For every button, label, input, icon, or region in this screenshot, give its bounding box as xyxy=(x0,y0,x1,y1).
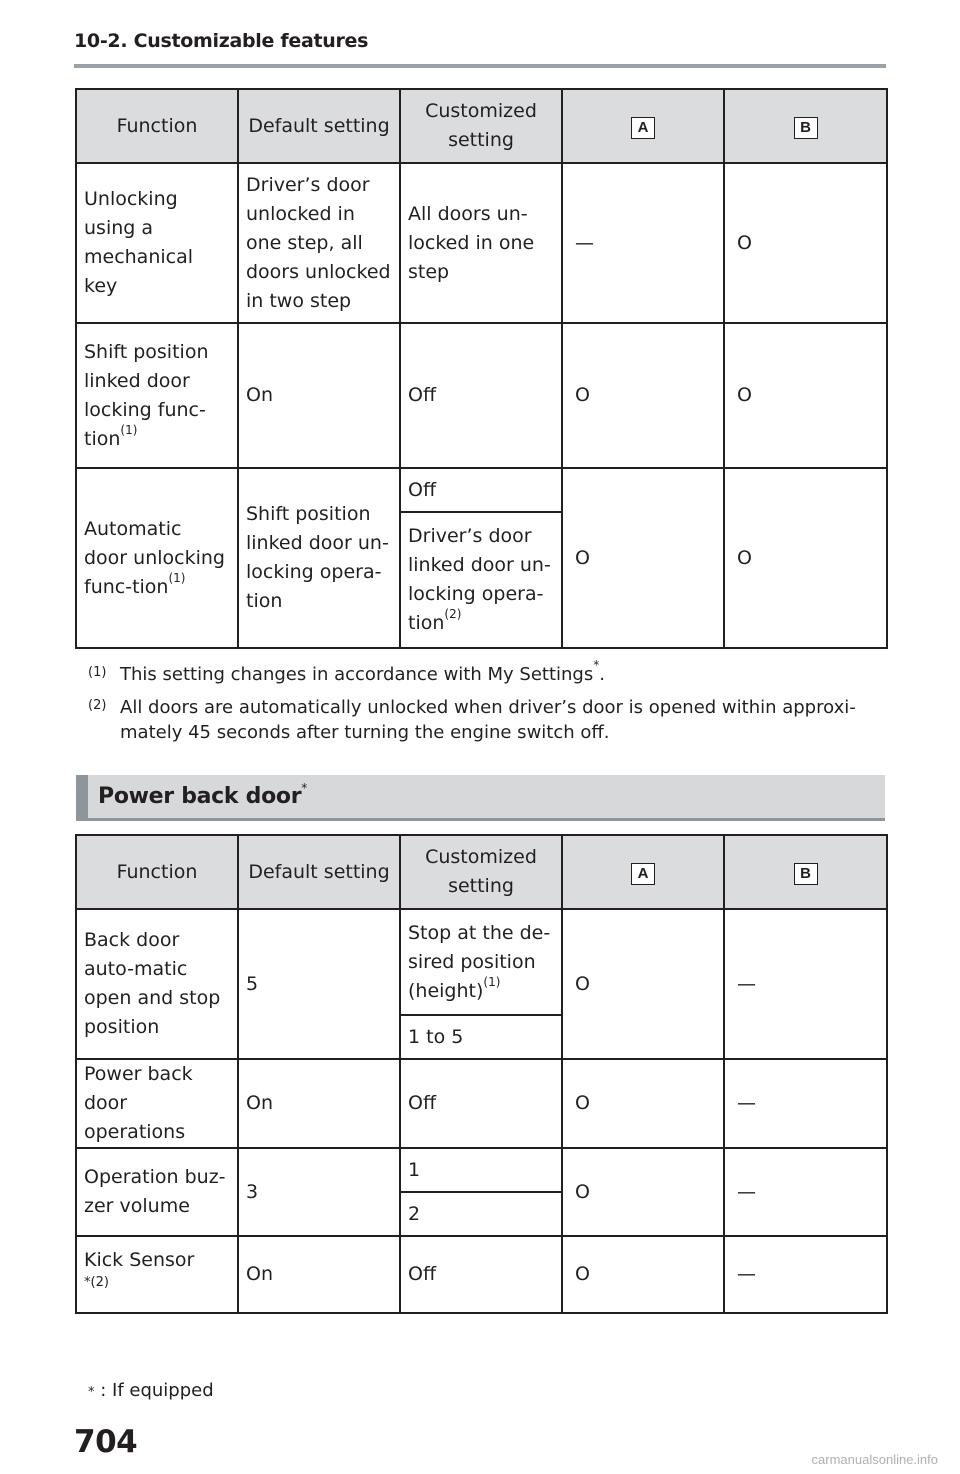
cell-customized: 1 xyxy=(400,1148,562,1192)
cell-function-text: Shift position linked door locking func-tion xyxy=(84,340,209,450)
cell-function: Unlocking using a mechanical key xyxy=(76,163,238,323)
if-equipped-footnote xyxy=(88,1380,214,1401)
cell-function: Operation buz-zer volume xyxy=(76,1148,238,1236)
col-header-customized-line1: Customized xyxy=(425,100,537,122)
table-row xyxy=(76,468,887,512)
cell-a: O xyxy=(562,1148,724,1236)
col-header-customized xyxy=(400,835,562,909)
cell-default: 3 xyxy=(238,1148,400,1236)
cell-customized: Off xyxy=(400,323,562,468)
section-title-text: Power back door xyxy=(98,784,302,809)
cell-function xyxy=(76,468,238,648)
cell-default: On xyxy=(238,1236,400,1313)
table-row xyxy=(76,1148,887,1192)
table-row xyxy=(76,163,887,323)
cell-b: — xyxy=(724,909,887,1059)
table-row xyxy=(76,323,887,468)
cell-customized: Off xyxy=(400,1236,562,1313)
col-header-default: Default setting xyxy=(238,835,400,909)
page-number: 704 xyxy=(74,1424,138,1460)
cell-b: — xyxy=(724,1148,887,1236)
customization-table-power-back-door xyxy=(75,834,888,1314)
section-heading-bar xyxy=(76,775,885,821)
box-label-a: A xyxy=(631,117,655,139)
cell-function: Back door auto-matic open and stop position xyxy=(76,909,238,1059)
col-header-b xyxy=(724,835,887,909)
note-text: All doors are automatically unlocked when driver’s door is opened within approxi-mately 45 seconds after turning the engine switch off. xyxy=(120,697,856,743)
cell-customized: All doors un-locked in one step xyxy=(400,163,562,323)
footnote-text: : If equipped xyxy=(100,1380,214,1401)
customization-table-door-lock xyxy=(75,88,888,649)
note-tail: . xyxy=(599,664,605,685)
cell-function-text: Automatic door unlocking func-tion xyxy=(84,517,225,598)
cell-a: O xyxy=(562,909,724,1059)
cell-customized: 1 to 5 xyxy=(400,1015,562,1059)
cell-customized-text: Driver’s door linked door un-locking opera-tion xyxy=(408,525,551,634)
col-header-customized-line2: setting xyxy=(448,129,514,151)
footnote-ref: (1) xyxy=(120,422,138,437)
note-text: This setting changes in accordance with My Settings xyxy=(120,664,594,685)
col-header-customized-line2: setting xyxy=(448,875,514,897)
cell-function-text: Kick Sensor xyxy=(84,1248,195,1271)
col-header-b xyxy=(724,89,887,163)
cell-a: — xyxy=(562,163,724,323)
box-label-b: B xyxy=(794,117,818,139)
cell-a: O xyxy=(562,1236,724,1313)
box-label-a: A xyxy=(631,863,655,885)
table-row xyxy=(76,1059,887,1148)
watermark: carmanualsonline.info xyxy=(811,1452,938,1467)
cell-default: Shift position linked door un-locking opera-tion xyxy=(238,468,400,648)
note-number: (1) xyxy=(88,665,107,680)
table-header-row xyxy=(76,89,887,163)
cell-customized xyxy=(400,512,562,648)
col-header-a xyxy=(562,89,724,163)
cell-b: O xyxy=(724,468,887,648)
cell-b: O xyxy=(724,163,887,323)
section-title xyxy=(98,781,307,809)
asterisk-mark: * xyxy=(88,1385,95,1400)
table-header-row xyxy=(76,835,887,909)
asterisk-ref: * xyxy=(593,658,600,673)
box-label-b: B xyxy=(794,863,818,885)
col-header-a xyxy=(562,835,724,909)
asterisk-ref: * xyxy=(301,781,307,796)
col-header-customized-line1: Customized xyxy=(425,846,537,868)
table-notes xyxy=(88,658,878,753)
cell-default: Driver’s door unlocked in one step, all doors unlocked in two step xyxy=(238,163,400,323)
cell-a: O xyxy=(562,1059,724,1148)
col-header-function: Function xyxy=(76,835,238,909)
footnote-ref: (1) xyxy=(483,974,501,989)
col-header-function: Function xyxy=(76,89,238,163)
cell-customized xyxy=(400,909,562,1015)
cell-b: O xyxy=(724,323,887,468)
cell-function xyxy=(76,1236,238,1313)
header-section-title: 10-2. Customizable features xyxy=(74,30,369,52)
cell-a: O xyxy=(562,468,724,648)
footnote-ref: *(2) xyxy=(84,1274,109,1290)
cell-customized: 2 xyxy=(400,1192,562,1236)
header-rule xyxy=(74,64,886,68)
col-header-default: Default setting xyxy=(238,89,400,163)
table-row xyxy=(76,1236,887,1313)
cell-function: Power back door operations xyxy=(76,1059,238,1148)
cell-b: — xyxy=(724,1059,887,1148)
cell-default: On xyxy=(238,1059,400,1148)
note-item xyxy=(88,695,878,745)
cell-customized: Off xyxy=(400,1059,562,1148)
cell-default: On xyxy=(238,323,400,468)
cell-customized-text: Stop at the de-sired position (height) xyxy=(408,921,551,1002)
table-row xyxy=(76,909,887,1015)
cell-function xyxy=(76,323,238,468)
cell-a: O xyxy=(562,323,724,468)
col-header-customized xyxy=(400,89,562,163)
note-number: (2) xyxy=(88,698,107,713)
footnote-ref: (1) xyxy=(168,570,186,585)
cell-default: 5 xyxy=(238,909,400,1059)
cell-customized: Off xyxy=(400,468,562,512)
footnote-ref: (2) xyxy=(444,607,462,622)
note-item xyxy=(88,658,878,687)
cell-b: — xyxy=(724,1236,887,1313)
